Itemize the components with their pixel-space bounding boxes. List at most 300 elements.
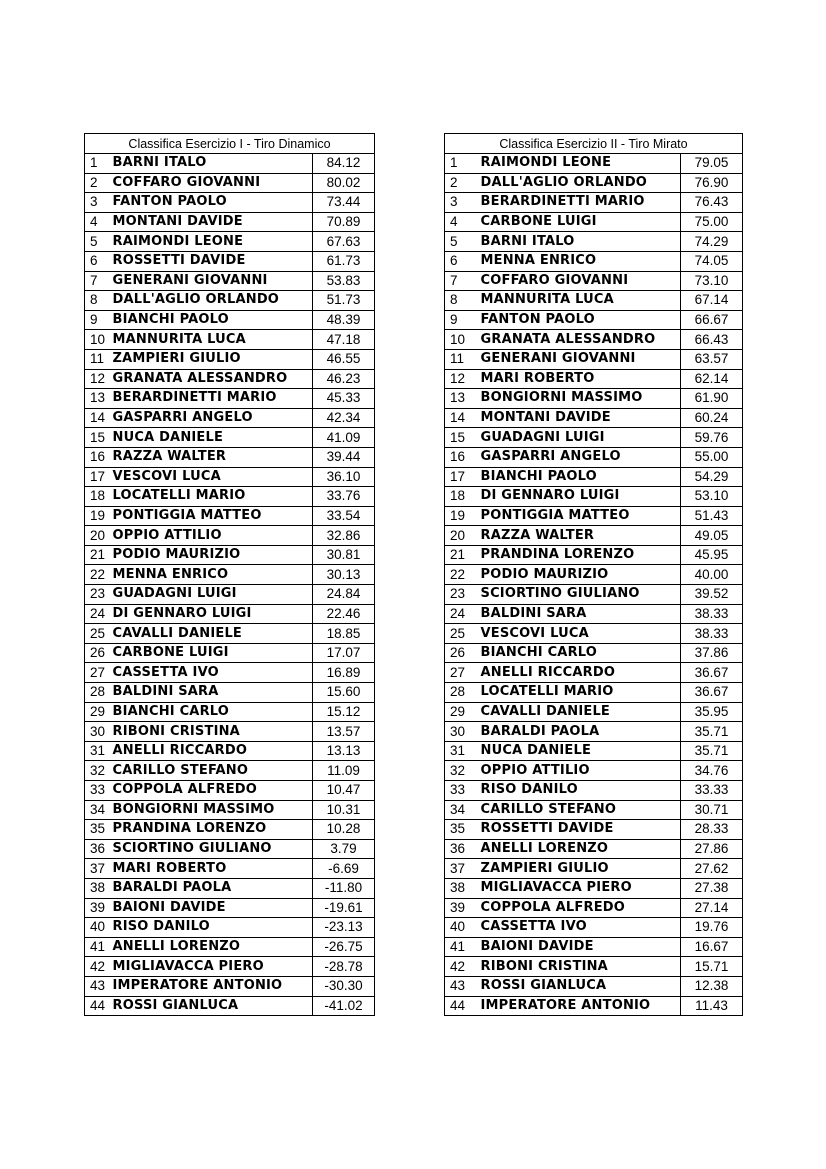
score-cell: 24.84 <box>313 585 375 605</box>
rank-cell: 10 <box>85 330 111 350</box>
athlete-name-cell: PRANDINA LORENZO <box>111 820 313 840</box>
table-row <box>445 781 743 801</box>
table-row <box>85 526 375 546</box>
score-cell: 48.39 <box>313 310 375 330</box>
athlete-name-cell: BALDINI SARA <box>111 683 313 703</box>
athlete-name-cell: LOCATELLI MARIO <box>111 487 313 507</box>
rank-cell: 18 <box>85 487 111 507</box>
score-cell: 40.00 <box>681 565 743 585</box>
score-cell: 38.33 <box>681 624 743 644</box>
table-row <box>85 741 375 761</box>
score-cell: 17.07 <box>313 643 375 663</box>
score-cell: 10.47 <box>313 781 375 801</box>
score-cell: 27.38 <box>681 878 743 898</box>
table-row <box>445 271 743 291</box>
rank-cell: 41 <box>85 937 111 957</box>
table-row <box>85 349 375 369</box>
athlete-name-cell: BERARDINETTI MARIO <box>111 389 313 409</box>
table-row <box>445 526 743 546</box>
rank-cell: 28 <box>445 683 479 703</box>
rank-cell: 24 <box>85 604 111 624</box>
table-row <box>85 389 375 409</box>
athlete-name-cell: BIANCHI CARLO <box>111 702 313 722</box>
rank-cell: 30 <box>85 722 111 742</box>
score-cell: 51.43 <box>681 506 743 526</box>
table-row <box>85 839 375 859</box>
rank-cell: 1 <box>85 154 111 174</box>
score-cell: 15.71 <box>681 957 743 977</box>
rank-cell: 40 <box>85 918 111 938</box>
athlete-name-cell: ROSSETTI DAVIDE <box>479 820 681 840</box>
athlete-name-cell: CARBONE LUIGI <box>111 643 313 663</box>
score-cell: 36.67 <box>681 683 743 703</box>
athlete-name-cell: BARALDI PAOLA <box>111 878 313 898</box>
athlete-name-cell: GENERANI GIOVANNI <box>479 349 681 369</box>
score-cell: 54.29 <box>681 467 743 487</box>
rank-cell: 11 <box>85 349 111 369</box>
athlete-name-cell: OPPIO ATTILIO <box>479 761 681 781</box>
athlete-name-cell: COFFARO GIOVANNI <box>479 271 681 291</box>
rank-cell: 2 <box>445 173 479 193</box>
score-cell: 46.23 <box>313 369 375 389</box>
table-row <box>445 389 743 409</box>
athlete-name-cell: ZAMPIERI GIULIO <box>111 349 313 369</box>
table-row <box>85 251 375 271</box>
athlete-name-cell: COPPOLA ALFREDO <box>111 781 313 801</box>
table-row <box>445 506 743 526</box>
rank-cell: 20 <box>85 526 111 546</box>
table-row <box>445 447 743 467</box>
rank-cell: 4 <box>445 212 479 232</box>
score-cell: -28.78 <box>313 957 375 977</box>
score-cell: 22.46 <box>313 604 375 624</box>
rank-cell: 2 <box>85 173 111 193</box>
athlete-name-cell: CARILLO STEFANO <box>479 800 681 820</box>
score-cell: 10.31 <box>313 800 375 820</box>
rank-cell: 19 <box>85 506 111 526</box>
score-cell: 10.28 <box>313 820 375 840</box>
score-cell: 74.05 <box>681 251 743 271</box>
table-row <box>445 643 743 663</box>
rank-cell: 43 <box>445 976 479 996</box>
table-row <box>445 800 743 820</box>
score-cell: 53.10 <box>681 487 743 507</box>
score-cell: 66.67 <box>681 310 743 330</box>
table-row <box>85 330 375 350</box>
score-cell: 76.90 <box>681 173 743 193</box>
table-row <box>445 741 743 761</box>
rank-cell: 34 <box>445 800 479 820</box>
rank-cell: 16 <box>85 447 111 467</box>
athlete-name-cell: MARI ROBERTO <box>111 859 313 879</box>
score-cell: 36.67 <box>681 663 743 683</box>
athlete-name-cell: IMPERATORE ANTONIO <box>479 996 681 1016</box>
score-cell: 13.13 <box>313 741 375 761</box>
table-row <box>85 565 375 585</box>
score-cell: 59.76 <box>681 428 743 448</box>
athlete-name-cell: MARI ROBERTO <box>479 369 681 389</box>
table-row <box>445 585 743 605</box>
score-cell: 13.57 <box>313 722 375 742</box>
rank-cell: 39 <box>445 898 479 918</box>
rank-cell: 20 <box>445 526 479 546</box>
athlete-name-cell: BERARDINETTI MARIO <box>479 193 681 213</box>
table-row <box>85 487 375 507</box>
score-cell: 41.09 <box>313 428 375 448</box>
athlete-name-cell: ROSSI GIANLUCA <box>479 976 681 996</box>
score-cell: -19.61 <box>313 898 375 918</box>
score-cell: 53.83 <box>313 271 375 291</box>
athlete-name-cell: VESCOVI LUCA <box>479 624 681 644</box>
rank-cell: 9 <box>445 310 479 330</box>
athlete-name-cell: PONTIGGIA MATTEO <box>479 506 681 526</box>
score-cell: 15.60 <box>313 683 375 703</box>
athlete-name-cell: IMPERATORE ANTONIO <box>111 976 313 996</box>
table-body <box>85 154 375 1016</box>
rank-cell: 30 <box>445 722 479 742</box>
athlete-name-cell: CARBONE LUIGI <box>479 212 681 232</box>
athlete-name-cell: GASPARRI ANGELO <box>111 408 313 428</box>
rank-cell: 42 <box>85 957 111 977</box>
table-row <box>445 251 743 271</box>
rank-cell: 39 <box>85 898 111 918</box>
score-cell: 75.00 <box>681 212 743 232</box>
score-cell: 73.44 <box>313 193 375 213</box>
athlete-name-cell: CARILLO STEFANO <box>111 761 313 781</box>
rank-cell: 29 <box>445 702 479 722</box>
table-row <box>85 232 375 252</box>
score-cell: 67.63 <box>313 232 375 252</box>
table-row <box>85 173 375 193</box>
athlete-name-cell: MIGLIAVACCA PIERO <box>479 878 681 898</box>
score-cell: 45.33 <box>313 389 375 409</box>
rank-cell: 4 <box>85 212 111 232</box>
table-row <box>445 467 743 487</box>
score-cell: 35.71 <box>681 741 743 761</box>
rank-cell: 36 <box>85 839 111 859</box>
athlete-name-cell: MONTANI DAVIDE <box>479 408 681 428</box>
athlete-name-cell: SCIORTINO GIULIANO <box>111 839 313 859</box>
athlete-name-cell: CAVALLI DANIELE <box>479 702 681 722</box>
rank-cell: 21 <box>85 545 111 565</box>
score-cell: 3.79 <box>313 839 375 859</box>
rank-cell: 36 <box>445 839 479 859</box>
table-row <box>85 781 375 801</box>
rank-cell: 22 <box>85 565 111 585</box>
rank-cell: 8 <box>85 291 111 311</box>
table-row <box>445 193 743 213</box>
score-cell: 11.09 <box>313 761 375 781</box>
score-cell: 16.89 <box>313 663 375 683</box>
table-row <box>445 173 743 193</box>
athlete-name-cell: ANELLI RICCARDO <box>111 741 313 761</box>
athlete-name-cell: GUADAGNI LUIGI <box>479 428 681 448</box>
score-cell: 35.95 <box>681 702 743 722</box>
score-cell: 11.43 <box>681 996 743 1016</box>
table-row <box>85 193 375 213</box>
rank-cell: 28 <box>85 683 111 703</box>
score-cell: 67.14 <box>681 291 743 311</box>
athlete-name-cell: MONTANI DAVIDE <box>111 212 313 232</box>
rank-cell: 15 <box>85 428 111 448</box>
score-cell: 19.76 <box>681 918 743 938</box>
athlete-name-cell: CASSETTA IVO <box>111 663 313 683</box>
athlete-name-cell: ANELLI LORENZO <box>479 839 681 859</box>
table-row <box>85 761 375 781</box>
athlete-name-cell: GRANATA ALESSANDRO <box>111 369 313 389</box>
athlete-name-cell: ROSSETTI DAVIDE <box>111 251 313 271</box>
table-row <box>85 878 375 898</box>
score-cell: 27.86 <box>681 839 743 859</box>
table-row <box>445 918 743 938</box>
table-row <box>445 976 743 996</box>
rank-cell: 43 <box>85 976 111 996</box>
athlete-name-cell: LOCATELLI MARIO <box>479 683 681 703</box>
score-cell: 39.52 <box>681 585 743 605</box>
table-row <box>85 820 375 840</box>
score-cell: 27.62 <box>681 859 743 879</box>
score-cell: 60.24 <box>681 408 743 428</box>
athlete-name-cell: FANTON PAOLO <box>479 310 681 330</box>
athlete-name-cell: GRANATA ALESSANDRO <box>479 330 681 350</box>
table-row <box>85 722 375 742</box>
table-row <box>445 722 743 742</box>
rank-cell: 35 <box>445 820 479 840</box>
score-cell: 33.54 <box>313 506 375 526</box>
rank-cell: 44 <box>85 996 111 1016</box>
athlete-name-cell: MANNURITA LUCA <box>479 291 681 311</box>
score-cell: 66.43 <box>681 330 743 350</box>
athlete-name-cell: RISO DANILO <box>479 781 681 801</box>
table-row <box>85 310 375 330</box>
table-row <box>445 663 743 683</box>
rank-cell: 27 <box>85 663 111 683</box>
table-row <box>85 291 375 311</box>
score-cell: 51.73 <box>313 291 375 311</box>
athlete-name-cell: RAIMONDI LEONE <box>111 232 313 252</box>
score-cell: 33.33 <box>681 781 743 801</box>
athlete-name-cell: BAIONI DAVIDE <box>479 937 681 957</box>
rank-cell: 17 <box>85 467 111 487</box>
rank-cell: 23 <box>85 585 111 605</box>
score-cell: 28.33 <box>681 820 743 840</box>
athlete-name-cell: PONTIGGIA MATTEO <box>111 506 313 526</box>
score-cell: 55.00 <box>681 447 743 467</box>
table-row <box>85 937 375 957</box>
athlete-name-cell: DALL'AGLIO ORLANDO <box>479 173 681 193</box>
rank-cell: 40 <box>445 918 479 938</box>
athlete-name-cell: CASSETTA IVO <box>479 918 681 938</box>
athlete-name-cell: RIBONI CRISTINA <box>111 722 313 742</box>
score-cell: 62.14 <box>681 369 743 389</box>
rank-cell: 7 <box>85 271 111 291</box>
athlete-name-cell: PODIO MAURIZIO <box>479 565 681 585</box>
rank-cell: 12 <box>85 369 111 389</box>
athlete-name-cell: GENERANI GIOVANNI <box>111 271 313 291</box>
table-row <box>85 957 375 977</box>
table-row <box>85 271 375 291</box>
athlete-name-cell: DI GENNARO LUIGI <box>479 487 681 507</box>
score-cell: 46.55 <box>313 349 375 369</box>
rank-cell: 1 <box>445 154 479 174</box>
rank-cell: 17 <box>445 467 479 487</box>
score-cell: 76.43 <box>681 193 743 213</box>
table-row <box>85 585 375 605</box>
table-row <box>445 839 743 859</box>
table-row <box>445 310 743 330</box>
rank-cell: 21 <box>445 545 479 565</box>
score-cell: 49.05 <box>681 526 743 546</box>
rank-cell: 32 <box>445 761 479 781</box>
rank-cell: 15 <box>445 428 479 448</box>
score-cell: 18.85 <box>313 624 375 644</box>
score-cell: 61.90 <box>681 389 743 409</box>
athlete-name-cell: BARALDI PAOLA <box>479 722 681 742</box>
rank-cell: 3 <box>85 193 111 213</box>
rank-cell: 14 <box>85 408 111 428</box>
score-cell: 74.29 <box>681 232 743 252</box>
score-cell: 61.73 <box>313 251 375 271</box>
rank-cell: 32 <box>85 761 111 781</box>
score-cell: -26.75 <box>313 937 375 957</box>
table-row <box>445 878 743 898</box>
rank-cell: 31 <box>445 741 479 761</box>
athlete-name-cell: OPPIO ATTILIO <box>111 526 313 546</box>
table-header-row <box>85 134 375 154</box>
rank-cell: 25 <box>445 624 479 644</box>
athlete-name-cell: ANELLI LORENZO <box>111 937 313 957</box>
table-row <box>85 447 375 467</box>
athlete-name-cell: PODIO MAURIZIO <box>111 545 313 565</box>
athlete-name-cell: MIGLIAVACCA PIERO <box>111 957 313 977</box>
athlete-name-cell: BONGIORNI MASSIMO <box>479 389 681 409</box>
score-cell: 80.02 <box>313 173 375 193</box>
table-row <box>445 957 743 977</box>
table-row <box>85 976 375 996</box>
table-row <box>445 702 743 722</box>
rank-cell: 13 <box>85 389 111 409</box>
rank-cell: 37 <box>85 859 111 879</box>
athlete-name-cell: RISO DANILO <box>111 918 313 938</box>
athlete-name-cell: GASPARRI ANGELO <box>479 447 681 467</box>
table-row <box>85 212 375 232</box>
table-row <box>85 918 375 938</box>
score-cell: 27.14 <box>681 898 743 918</box>
score-cell: 38.33 <box>681 604 743 624</box>
table-row <box>445 859 743 879</box>
score-cell: 37.86 <box>681 643 743 663</box>
table-row <box>85 859 375 879</box>
rank-cell: 27 <box>445 663 479 683</box>
rank-cell: 37 <box>445 859 479 879</box>
table-row <box>85 467 375 487</box>
score-cell: 73.10 <box>681 271 743 291</box>
table-row <box>85 369 375 389</box>
athlete-name-cell: MENNA ENRICO <box>111 565 313 585</box>
table-row <box>85 643 375 663</box>
rank-cell: 34 <box>85 800 111 820</box>
table-row <box>85 506 375 526</box>
rank-cell: 5 <box>85 232 111 252</box>
table-row <box>445 408 743 428</box>
score-cell: 32.86 <box>313 526 375 546</box>
table-title: Classifica Esercizio I - Tiro Dinamico <box>85 134 375 154</box>
rank-cell: 35 <box>85 820 111 840</box>
athlete-name-cell: ROSSI GIANLUCA <box>111 996 313 1016</box>
table-row <box>445 487 743 507</box>
score-cell: 35.71 <box>681 722 743 742</box>
score-cell: 79.05 <box>681 154 743 174</box>
table-row <box>85 996 375 1016</box>
rank-cell: 41 <box>445 937 479 957</box>
score-cell: -30.30 <box>313 976 375 996</box>
table-row <box>85 702 375 722</box>
athlete-name-cell: PRANDINA LORENZO <box>479 545 681 565</box>
score-cell: 70.89 <box>313 212 375 232</box>
rank-cell: 22 <box>445 565 479 585</box>
rank-cell: 26 <box>85 643 111 663</box>
rank-cell: 29 <box>85 702 111 722</box>
score-cell: -41.02 <box>313 996 375 1016</box>
rank-cell: 42 <box>445 957 479 977</box>
table-row <box>445 349 743 369</box>
athlete-name-cell: FANTON PAOLO <box>111 193 313 213</box>
table-row <box>445 604 743 624</box>
rank-cell: 19 <box>445 506 479 526</box>
table-row <box>445 683 743 703</box>
score-cell: 15.12 <box>313 702 375 722</box>
athlete-name-cell: MENNA ENRICO <box>479 251 681 271</box>
score-cell: 42.34 <box>313 408 375 428</box>
athlete-name-cell: SCIORTINO GIULIANO <box>479 585 681 605</box>
table-row <box>445 154 743 174</box>
rank-cell: 31 <box>85 741 111 761</box>
score-cell: 30.71 <box>681 800 743 820</box>
rank-cell: 44 <box>445 996 479 1016</box>
rank-cell: 11 <box>445 349 479 369</box>
athlete-name-cell: GUADAGNI LUIGI <box>111 585 313 605</box>
rank-cell: 24 <box>445 604 479 624</box>
athlete-name-cell: DALL'AGLIO ORLANDO <box>111 291 313 311</box>
rank-cell: 6 <box>85 251 111 271</box>
table-row <box>445 428 743 448</box>
athlete-name-cell: COPPOLA ALFREDO <box>479 898 681 918</box>
score-cell: 39.44 <box>313 447 375 467</box>
athlete-name-cell: DI GENNARO LUIGI <box>111 604 313 624</box>
table-row <box>445 330 743 350</box>
score-cell: 33.76 <box>313 487 375 507</box>
athlete-name-cell: CAVALLI DANIELE <box>111 624 313 644</box>
table-row <box>85 624 375 644</box>
rank-cell: 18 <box>445 487 479 507</box>
rank-cell: 26 <box>445 643 479 663</box>
athlete-name-cell: NUCA DANIELE <box>479 741 681 761</box>
table-row <box>445 937 743 957</box>
table-row <box>85 604 375 624</box>
ranking-table-exercise-1 <box>84 133 375 1016</box>
table-row <box>85 663 375 683</box>
table-row <box>445 761 743 781</box>
athlete-name-cell: BAIONI DAVIDE <box>111 898 313 918</box>
score-cell: 47.18 <box>313 330 375 350</box>
rank-cell: 38 <box>85 878 111 898</box>
score-cell: -11.80 <box>313 878 375 898</box>
score-cell: 12.38 <box>681 976 743 996</box>
score-cell: -6.69 <box>313 859 375 879</box>
rank-cell: 14 <box>445 408 479 428</box>
rank-cell: 9 <box>85 310 111 330</box>
score-cell: 36.10 <box>313 467 375 487</box>
